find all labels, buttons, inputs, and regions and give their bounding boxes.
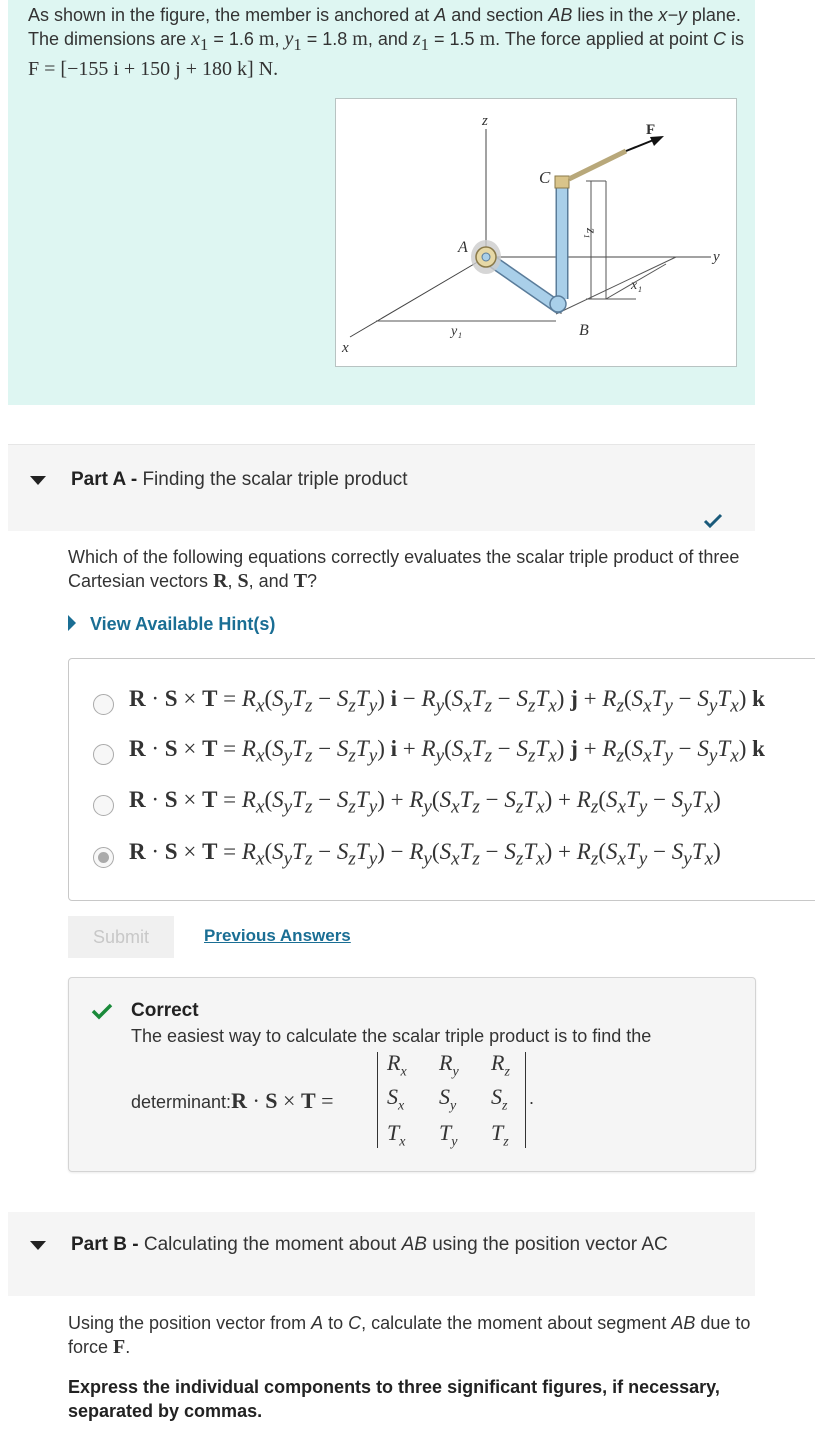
- label-x1: x₁: [631, 278, 643, 293]
- answer-option-1[interactable]: [68, 686, 794, 726]
- label-z1: z₁: [583, 228, 598, 239]
- answer-options: [68, 658, 794, 901]
- expand-triangle-icon: [68, 615, 76, 631]
- label-A: A: [458, 239, 468, 256]
- det-period: .: [529, 1088, 535, 1108]
- collapse-caret-icon[interactable]: [30, 476, 46, 485]
- label-y1: y₁: [451, 324, 463, 339]
- member-diagram: [336, 99, 736, 366]
- part-b-instruction: Express the individual components to three significant figures, if necessary, separated by commas.: [68, 1377, 720, 1421]
- part-a-title: Part A - Finding the scalar triple product: [71, 469, 408, 490]
- option-equation: $R \cdot S \times T = R_x(S_yT_z - S_zT_y) i - R_y(S_xT_z - S_zT_x) j + R_z(S_xT_y - S_yT_x)$ k: [129, 686, 765, 717]
- label-F: F: [646, 122, 656, 138]
- option-equation: $R \cdot S \times T = R_x(S_yT_z - S_zT_y) + R_y(S_xT_z - S_zT_x) + R_z(S_xT_y - S_yT_x)$: [129, 787, 721, 818]
- radio-button[interactable]: [93, 694, 114, 715]
- force-expression: F = [−155 i + 150 j + 180 k] N.: [28, 58, 279, 80]
- feedback-box: [68, 977, 756, 1172]
- label-x: x: [342, 340, 349, 356]
- det-cell: $S_y$: [439, 1084, 457, 1114]
- feedback-determinant-label: determinant:R · S × T =: [131, 1088, 334, 1113]
- radio-button[interactable]: [93, 795, 114, 816]
- feedback-text: The easiest way to calculate the scalar triple product is to find the: [131, 1026, 652, 1046]
- radio-button[interactable]: [93, 744, 114, 765]
- det-cell: $R_z$: [491, 1050, 510, 1080]
- answer-option-3[interactable]: [68, 787, 794, 827]
- correct-check-icon: [91, 1002, 113, 1020]
- det-cell: $S_x$: [387, 1084, 405, 1114]
- det-cell: $S_z$: [491, 1084, 508, 1114]
- problem-statement: As shown in the figure, the member is anchored at A and section AB lies in the x−y plane. The dimensions are $x_1 = 1.6$ m, $y_1 = 1.8$ m, and $z_1 = 1.5$ m. The force applied at point C is F = [−155 i + 150 j + 180 k] N.: [28, 5, 744, 80]
- determinant-bar-left: [377, 1052, 378, 1148]
- label-y: y: [713, 249, 720, 265]
- label-C: C: [539, 168, 551, 187]
- det-cell: $R_x$: [387, 1050, 407, 1080]
- answer-option-2[interactable]: [68, 736, 794, 776]
- determinant-bar-right: [525, 1052, 526, 1148]
- collapse-caret-icon[interactable]: [30, 1241, 46, 1250]
- label-B: B: [579, 322, 589, 339]
- det-cell: $T_z$: [491, 1120, 509, 1150]
- part-a-header[interactable]: [8, 444, 755, 531]
- previous-answers-link[interactable]: Previous Answers: [204, 926, 351, 945]
- part-b-header[interactable]: [8, 1212, 755, 1296]
- part-b-title: Part B - Calculating the moment about AB using the position vector AC: [71, 1234, 668, 1255]
- det-cell: $T_y$: [439, 1120, 458, 1150]
- part-a-question: Which of the following equations correctly evaluates the scalar triple product of three Cartesian vectors R, S, and T?: [68, 547, 740, 592]
- option-equation: $R \cdot S \times T = R_x(S_yT_z - S_zT_y) i + R_y(S_xT_z - S_zT_x) j + R_z(S_xT_y - S_yT_x)$ k: [129, 736, 765, 767]
- det-cell: $T_x$: [387, 1120, 406, 1150]
- answer-option-4[interactable]: [68, 839, 794, 879]
- completed-check-icon: [703, 513, 723, 529]
- radio-button-selected[interactable]: [93, 847, 114, 868]
- label-z: z: [482, 113, 488, 129]
- view-hints-link[interactable]: View Available Hint(s): [68, 614, 275, 635]
- feedback-title: Correct: [131, 1000, 199, 1021]
- problem-intro: [8, 0, 755, 405]
- submit-button[interactable]: Submit: [68, 916, 174, 958]
- part-b-question: Using the position vector from A to C, calculate the moment about segment AB due to force F.: [68, 1313, 751, 1358]
- option-equation: $R \cdot S \times T = R_x(S_yT_z - S_zT_y) - R_y(S_xT_z - S_zT_x) + R_z(S_xT_y - S_yT_x)$: [129, 839, 721, 870]
- det-cell: $R_y$: [439, 1050, 459, 1080]
- problem-figure: [335, 98, 737, 367]
